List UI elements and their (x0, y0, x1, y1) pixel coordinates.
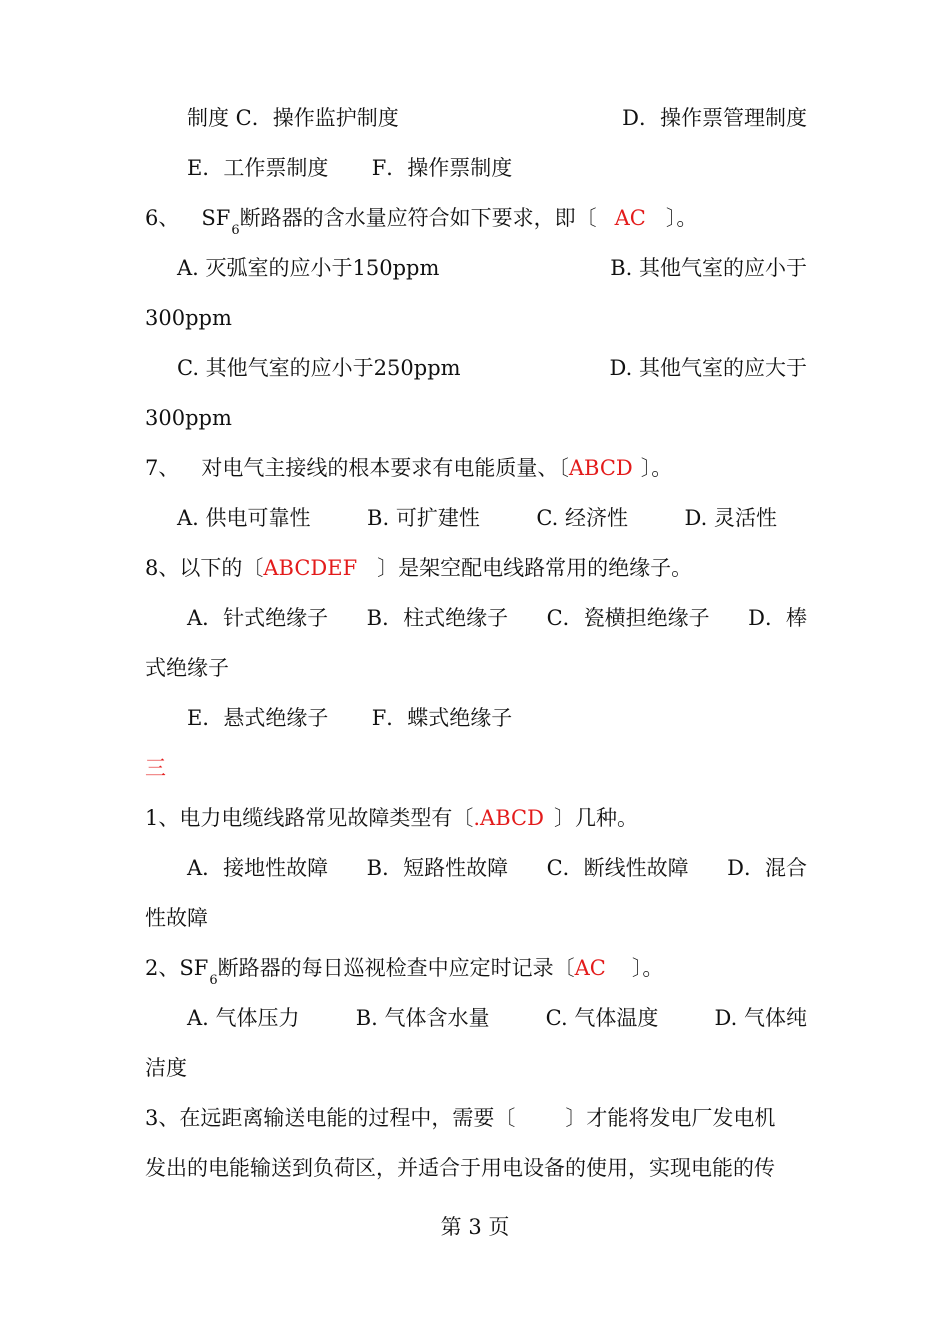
question-text: 对电气主接线的根本要求有电能质量、〔 (201, 456, 569, 480)
question-8 (145, 553, 807, 583)
option-text: A. 灭弧室的应小于150ppm (177, 256, 440, 280)
option-line (187, 603, 807, 633)
option-text: E．悬式绝缘子 (187, 706, 329, 730)
question-text: 〕。 (640, 456, 673, 480)
option-text: C. 气体温度 (545, 1006, 659, 1030)
option-text: F．操作票制度 (371, 156, 513, 180)
question-number: 7、 (145, 456, 180, 480)
question-text: 2、SF (145, 956, 209, 980)
option-text: C．瓷横担绝缘子 (546, 606, 710, 630)
option-text: B. 其他气室的应小于 (610, 256, 807, 280)
page-number: 第 3 页 (440, 1215, 510, 1239)
option-text: C. 其他气室的应小于250ppm (177, 356, 461, 380)
question-text: 〕几种。 (553, 806, 638, 830)
option-text: C. 经济性 (536, 506, 629, 530)
question-number: 6、 (145, 206, 180, 230)
question-text: 8、以下的〔 (145, 556, 264, 580)
answer-text: ABCDEF (263, 556, 358, 580)
option-text: B. 气体含水量 (355, 1006, 490, 1030)
option-line (187, 103, 807, 133)
option-text: A．针式绝缘子 (187, 606, 329, 630)
option-text: D．棒 (748, 606, 807, 630)
option-text: F．蝶式绝缘子 (371, 706, 513, 730)
option-text: B．短路性故障 (366, 856, 509, 880)
option-text: D．操作票管理制度 (622, 106, 807, 130)
question-6 (145, 203, 807, 237)
option-text: A．接地性故障 (187, 856, 329, 880)
option-continuation: 300ppm (145, 306, 232, 330)
option-text: B. 可扩建性 (367, 506, 480, 530)
question-text: 断路器的每日巡视检查中应定时记录〔 (217, 956, 575, 980)
question-text: 〕是架空配电线路常用的绝缘子。 (377, 556, 693, 580)
option-text: D. 气体纯 (714, 1006, 807, 1030)
option-text: D. 灵活性 (684, 506, 777, 530)
option-line (177, 353, 807, 383)
question-text: 〕。 (665, 206, 698, 230)
question-text: 1、电力电缆线路常见故障类型有〔 (145, 806, 474, 830)
section-heading: 三 (145, 756, 166, 780)
question-1 (145, 803, 807, 833)
answer-text: .ABCD (473, 806, 544, 830)
subscript: 6 (231, 223, 240, 238)
answer-text: AC (614, 206, 646, 230)
option-text: A. 气体压力 (187, 1006, 300, 1030)
question-7 (145, 453, 807, 483)
option-text: B．柱式绝缘子 (366, 606, 509, 630)
option-text: A. 供电可靠性 (177, 506, 311, 530)
question-text: SF (201, 206, 231, 230)
question-2 (145, 953, 807, 987)
option-text: C．断线性故障 (546, 856, 689, 880)
subscript: 6 (209, 973, 218, 988)
answer-text: ABCD (568, 456, 633, 480)
answer-text: AC (574, 956, 606, 980)
option-text: D．混合 (727, 856, 807, 880)
option-line (177, 503, 777, 533)
option-continuation: 式绝缘子 (145, 656, 229, 680)
option-continuation: 洁度 (145, 1056, 187, 1080)
option-line (187, 1003, 807, 1033)
option-continuation: 性故障 (145, 906, 208, 930)
option-line (187, 703, 807, 733)
option-line (177, 253, 807, 283)
question-text: 〕才能将发电厂发电机 (565, 1106, 776, 1130)
option-line (187, 153, 807, 183)
question-continuation: 发出的电能输送到负荷区，并适合于用电设备的使用，实现电能的传 (145, 1156, 775, 1180)
question-3 (145, 1103, 807, 1133)
option-line (187, 853, 807, 883)
option-text: E．工作票制度 (187, 156, 329, 180)
question-text: 断路器的含水量应符合如下要求，即〔 (239, 206, 597, 230)
question-text: 〕。 (631, 956, 664, 980)
option-text: 制度 C．操作监护制度 (187, 106, 399, 130)
option-continuation: 300ppm (145, 406, 232, 430)
question-text: 3、在远距离输送电能的过程中，需要〔 (145, 1106, 516, 1130)
option-text: D. 其他气室的应大于 (609, 356, 807, 380)
